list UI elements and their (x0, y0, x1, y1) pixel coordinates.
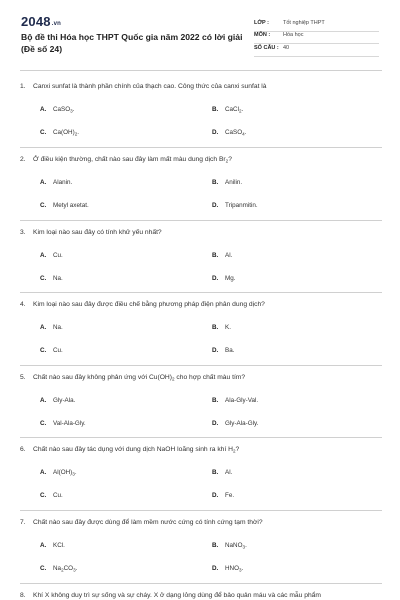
answer-option[interactable] (40, 324, 63, 331)
option-text-end: CO (63, 565, 74, 572)
answer-option[interactable] (212, 106, 243, 114)
option-text: Val-Ala-Gly. (53, 420, 86, 427)
answer-option[interactable] (212, 275, 236, 282)
option-text: Metyl axetat. (53, 202, 89, 209)
answer-option[interactable] (212, 565, 243, 573)
option-text-end: . (241, 565, 244, 572)
option-letter: C. (40, 129, 47, 136)
question-text (20, 592, 321, 599)
option-letter: C. (40, 202, 47, 209)
question-divider (20, 365, 382, 366)
option-text: KCl. (53, 542, 65, 549)
answer-option[interactable] (40, 129, 79, 137)
option-letter: B. (212, 469, 219, 476)
answer-option[interactable] (40, 252, 63, 259)
option-text: Ca(OH) (53, 129, 75, 136)
option-text-end: . (77, 129, 80, 136)
question-divider (20, 510, 382, 511)
question-body: Ở điều kiện thường, chất nào sau đây làm mất màu dung dịch Br (33, 156, 226, 163)
option-letter: C. (40, 565, 47, 572)
option-text: Al(OH) (53, 469, 73, 476)
question-divider (20, 292, 382, 293)
option-text: Na (53, 565, 62, 572)
answer-option[interactable] (212, 347, 234, 354)
option-letter: A. (40, 106, 47, 113)
meta-label: SỐ CÂU : (254, 45, 279, 51)
option-text: Cu. (53, 252, 63, 259)
option-letter: C. (40, 275, 47, 282)
subscript: 2 (61, 567, 64, 573)
meta-question-count (254, 41, 379, 57)
option-text-end: . (244, 129, 247, 136)
option-text: Tripanmitin. (225, 202, 258, 209)
subscript: 3 (73, 567, 76, 573)
option-text: Gly-Ala. (53, 397, 76, 404)
answer-option[interactable] (212, 397, 258, 404)
question-divider (20, 147, 382, 148)
option-letter: D. (212, 347, 219, 354)
option-letter: A. (40, 469, 47, 476)
question-number: 1. (20, 83, 26, 90)
meta-value: 40 (283, 45, 290, 51)
question-text (20, 301, 265, 308)
question-text (20, 519, 263, 526)
option-letter: B. (212, 252, 219, 259)
question-text (20, 83, 267, 90)
question-number: 5. (20, 374, 26, 381)
answer-option[interactable] (40, 106, 74, 114)
option-text: Na. (53, 275, 63, 282)
option-text: Ala-Gly-Val. (225, 397, 259, 404)
option-letter: A. (40, 179, 47, 186)
site-logo[interactable] (21, 14, 61, 29)
subscript: 3 (242, 544, 246, 550)
answer-option[interactable] (212, 129, 246, 137)
option-letter: A. (40, 252, 47, 259)
subscript: 3 (70, 108, 73, 114)
subscript: 2 (171, 376, 175, 382)
subscript: 2 (74, 131, 78, 137)
meta-value: Tốt nghiệp THPT (283, 20, 325, 26)
question-divider (20, 220, 382, 221)
subscript: 3 (239, 567, 242, 573)
option-text: Mg. (225, 275, 236, 282)
answer-option[interactable] (212, 202, 258, 209)
meta-label: MÔN : (254, 32, 271, 38)
header-divider (20, 70, 382, 71)
meta-label: LỚP : (254, 20, 269, 26)
answer-option[interactable] (212, 542, 247, 550)
option-text: Cu. (53, 347, 63, 354)
option-letter: B. (212, 179, 219, 186)
option-letter: D. (212, 565, 219, 572)
question-number: 3. (20, 229, 26, 236)
subscript: 3 (72, 471, 75, 477)
option-letter: D. (212, 129, 219, 136)
option-text: Ba. (225, 347, 235, 354)
answer-option[interactable] (40, 565, 77, 573)
option-text-end: . (74, 469, 77, 476)
option-letter: B. (212, 542, 219, 549)
answer-option[interactable] (40, 275, 63, 282)
answer-option[interactable] (212, 179, 242, 186)
logo-text: 2048 (21, 14, 51, 29)
question-body-end: ? (235, 446, 240, 453)
question-body: Khí X không duy trì sự sống và sự cháy. X ở dạng lỏng dùng để bảo quản máu và các mẫu phẩm (33, 592, 321, 599)
answer-option[interactable] (40, 397, 75, 404)
subscript: 2 (232, 448, 236, 454)
option-text: CaCl (225, 106, 239, 113)
subscript: 2 (225, 158, 229, 164)
subscript: 4 (242, 131, 245, 137)
answer-option[interactable] (40, 202, 89, 209)
meta-value: Hóa học (283, 32, 304, 38)
option-text: K. (225, 324, 231, 331)
option-letter: D. (212, 420, 219, 427)
question-body: Kim loại nào sau đây được điều chế bằng phương pháp điện phân dung dịch? (33, 301, 265, 308)
question-body: Chất nào sau đây tác dụng với dung dịch NaOH loãng sinh ra khí H (33, 446, 233, 453)
option-text-end: . (241, 106, 244, 113)
option-text: Alanin. (53, 179, 73, 186)
answer-option[interactable] (212, 252, 232, 259)
option-text-end: . (72, 106, 75, 113)
option-text-end: . (245, 542, 247, 549)
answer-option[interactable] (40, 420, 86, 427)
answer-option[interactable] (212, 469, 232, 476)
question-number: 7. (20, 519, 26, 526)
option-text: HNO (225, 565, 239, 572)
question-body-end: ? (228, 156, 232, 163)
question-number: 8. (20, 592, 26, 599)
answer-option[interactable] (40, 469, 77, 477)
question-body: Chất nào sau đây không phản ứng với Cu(OH) (33, 374, 172, 381)
option-text: Anilin. (225, 179, 243, 186)
question-number: 4. (20, 301, 26, 308)
option-letter: A. (40, 397, 47, 404)
option-text: Na. (53, 324, 63, 331)
answer-option[interactable] (40, 542, 65, 549)
question-body: Chất nào sau đây được dùng để làm mềm nước cứng có tính cứng tạm thời? (33, 519, 263, 526)
option-letter: C. (40, 420, 47, 427)
answer-option[interactable] (212, 324, 231, 331)
question-body: Kim loại nào sau đây có tính khử yếu nhất? (33, 229, 162, 236)
option-text: Al. (225, 252, 233, 259)
question-number: 6. (20, 446, 26, 453)
question-text (20, 156, 232, 164)
document-title: Bộ đề thi Hóa học THPT Quốc gia năm 2022 có lời giải (Đề số 24) (21, 32, 243, 54)
option-letter: C. (40, 347, 47, 354)
answer-option[interactable] (40, 347, 63, 354)
logo-suffix: .vn (51, 21, 62, 27)
question-text (20, 374, 245, 382)
option-text-end: . (75, 565, 78, 572)
question-number: 2. (20, 156, 26, 163)
question-divider (20, 583, 382, 584)
option-letter: A. (40, 542, 47, 549)
question-text (20, 229, 162, 236)
option-text: CaSO (53, 106, 71, 113)
option-letter: A. (40, 324, 47, 331)
option-letter: C. (40, 492, 47, 499)
subscript: 2 (239, 108, 242, 114)
option-letter: D. (212, 202, 219, 209)
answer-option[interactable] (40, 492, 63, 499)
document-header (0, 0, 400, 66)
answer-option[interactable] (212, 492, 234, 499)
question-text (20, 446, 239, 454)
option-letter: B. (212, 106, 219, 113)
option-letter: D. (212, 492, 219, 499)
option-text: CaSO (225, 129, 243, 136)
answer-option[interactable] (212, 420, 258, 427)
option-letter: B. (212, 324, 219, 331)
option-letter: D. (212, 275, 219, 282)
option-text: Al. (225, 469, 233, 476)
option-text: Gly-Ala-Gly. (225, 420, 259, 427)
option-letter: B. (212, 397, 219, 404)
option-text: Cu. (53, 492, 63, 499)
question-divider (20, 437, 382, 438)
answer-option[interactable] (40, 179, 72, 186)
option-text: Fe. (225, 492, 235, 499)
question-body-end: cho hợp chất màu tím? (174, 374, 246, 381)
question-body: Canxi sunfat là thành phần chính của thạch cao. Công thức của canxi sunfat là (33, 83, 267, 90)
option-text: NaNO (225, 542, 243, 549)
